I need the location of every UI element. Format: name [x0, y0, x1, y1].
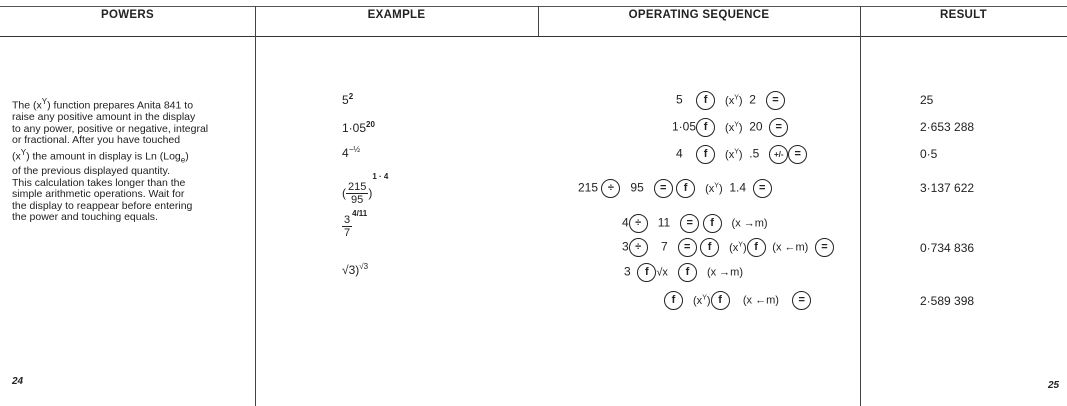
- equals-key-icon: =: [766, 91, 785, 110]
- header-example: EXAMPLE: [367, 9, 426, 21]
- column-divider: [860, 6, 861, 406]
- f-key-icon: f: [696, 145, 715, 164]
- result-value: 0·734 836: [920, 241, 975, 255]
- equals-key-icon: =: [654, 179, 673, 198]
- equals-key-icon: =: [815, 238, 834, 257]
- sequence-row-4: 215 ÷ 95 = f $(x^Y) 1.4$ =: [578, 179, 772, 198]
- result-value: 2·589 398: [920, 294, 975, 308]
- powers-description: The $(x^Y)$ function prepares Anita 841 to raise any positive amount in the display to any power, positive or negative, integral or fractional. After you have touched $(x^Y)$ the amount in display is Ln (Log$_e$) of the previous displayed quantity. This calculation takes longer than the simple arithmetic operations. Wait for the display to reappear before entering the power and touching equals.: [12, 97, 209, 224]
- equals-key-icon: =: [792, 291, 811, 310]
- divide-key-icon: ÷: [629, 238, 648, 257]
- f-key-icon: f: [664, 291, 683, 310]
- f-key-icon: f: [696, 118, 715, 137]
- header-operating-sequence: OPERATING SEQUENCE: [628, 9, 770, 21]
- sequence-row-5: 4 ÷ 11 = f (x →m): [622, 214, 768, 233]
- example-row-5: $\frac{3}{7}$ $^{4/11}$: [344, 209, 368, 240]
- f-key-icon: f: [747, 238, 766, 257]
- page-number-right: 25: [1048, 380, 1060, 391]
- result-value: 0·5: [920, 147, 938, 161]
- sequence-row-3: 4 f $(x^Y)$ .5 +/- =: [676, 145, 807, 164]
- f-key-icon: f: [637, 263, 656, 282]
- sqrt-key-label: √x: [656, 266, 668, 279]
- sequence-row-2: 1·05 f $(x^Y) 20$ =: [672, 118, 788, 137]
- example-row-4: ( $\frac{215}{95}$ )$^{1 \cdot 4}$: [342, 172, 389, 207]
- f-key-icon: f: [676, 179, 695, 198]
- result-value: 3·137 622: [920, 181, 975, 195]
- sequence-row-7: 3 f √x f (x →m): [624, 263, 743, 282]
- column-divider: [255, 6, 256, 406]
- result-value: 25: [920, 93, 934, 107]
- example-row-1: $5^2$: [342, 92, 354, 107]
- header-result: RESULT: [940, 9, 987, 21]
- equals-key-icon: =: [788, 145, 807, 164]
- f-key-icon: f: [678, 263, 697, 282]
- example-row-6: √3)$^{√3}$: [342, 262, 369, 277]
- equals-key-icon: =: [680, 214, 699, 233]
- page-number-left: 24: [12, 376, 24, 387]
- example-row-2: $1\cdot 05^{20}$: [342, 120, 375, 135]
- equals-key-icon: =: [678, 238, 697, 257]
- divide-key-icon: ÷: [601, 179, 620, 198]
- sequence-row-6: 3 ÷ 7 = f $(x^Y)$ f (x ←m) =: [622, 238, 834, 257]
- f-key-icon: f: [696, 91, 715, 110]
- sequence-row-1: 5 f $(x^Y)$ 2 =: [676, 91, 785, 110]
- f-key-icon: f: [703, 214, 722, 233]
- f-key-icon: f: [700, 238, 719, 257]
- f-key-icon: f: [711, 291, 730, 310]
- equals-key-icon: =: [753, 179, 772, 198]
- column-divider: [538, 6, 539, 36]
- header-bottom-rule: [0, 36, 1067, 37]
- sign-change-key-icon: +/-: [769, 145, 788, 164]
- sequence-row-8: f $(x^Y)$ f (x ←m) =: [664, 291, 811, 310]
- example-row-3: $4^{-\frac{1}{2}}$: [342, 145, 361, 160]
- result-value: 2·653 288: [920, 120, 975, 134]
- table-header: [0, 0, 1067, 36]
- divide-key-icon: ÷: [629, 214, 648, 233]
- header-powers: POWERS: [101, 9, 154, 21]
- equals-key-icon: =: [769, 118, 788, 137]
